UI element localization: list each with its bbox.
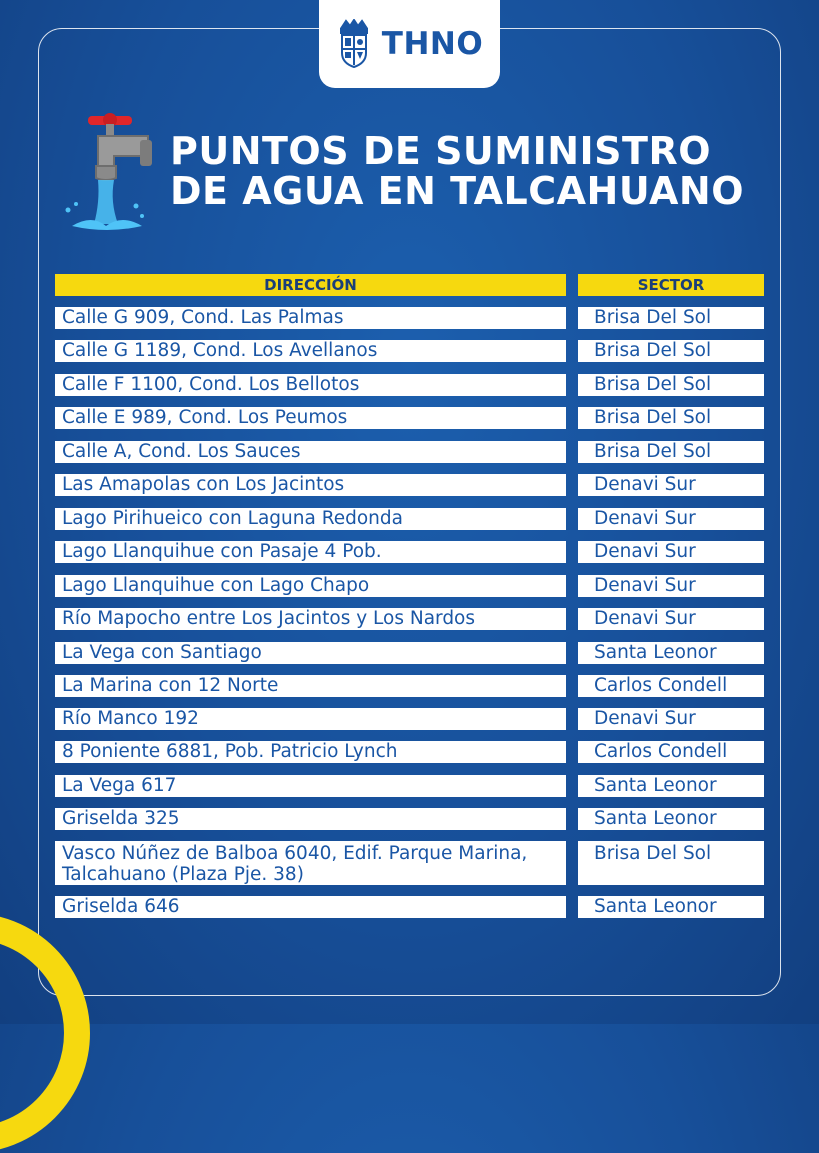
address-cell: Lago Llanquihue con Lago Chapo bbox=[55, 575, 566, 597]
sector-cell: Brisa Del Sol bbox=[578, 441, 764, 463]
sector-cell: Denavi Sur bbox=[578, 474, 764, 496]
address-cell: Calle A, Cond. Los Sauces bbox=[55, 441, 566, 463]
page-title bbox=[170, 131, 744, 211]
sector-cell: Denavi Sur bbox=[578, 508, 764, 530]
title-line-1: PUNTOS DE SUMINISTRO bbox=[170, 129, 712, 173]
faucet-icon bbox=[52, 106, 157, 236]
sector-cell: Brisa Del Sol bbox=[578, 340, 764, 362]
address-cell: Griselda 646 bbox=[55, 896, 566, 918]
sector-cell: Denavi Sur bbox=[578, 608, 764, 630]
address-cell: 8 Poniente 6881, Pob. Patricio Lynch bbox=[55, 741, 566, 763]
sector-cell: Denavi Sur bbox=[578, 708, 764, 730]
header-sector: SECTOR bbox=[578, 274, 764, 296]
sector-cell: Denavi Sur bbox=[578, 541, 764, 563]
address-cell: Río Mapocho entre Los Jacintos y Los Nardos bbox=[55, 608, 566, 630]
sector-cell: Brisa Del Sol bbox=[578, 307, 764, 329]
address-cell: Lago Llanquihue con Pasaje 4 Pob. bbox=[55, 541, 566, 563]
address-cell: Calle E 989, Cond. Los Peumos bbox=[55, 407, 566, 429]
address-cell: Río Manco 192 bbox=[55, 708, 566, 730]
sector-cell: Brisa Del Sol bbox=[578, 841, 764, 885]
title-line-2: DE AGUA EN TALCAHUANO bbox=[170, 169, 745, 213]
sector-cell: Santa Leonor bbox=[578, 896, 764, 918]
sector-cell: Carlos Condell bbox=[578, 675, 764, 697]
sector-cell: Santa Leonor bbox=[578, 775, 764, 797]
address-cell: Calle F 1100, Cond. Los Bellotos bbox=[55, 374, 566, 396]
address-cell: Vasco Núñez de Balboa 6040, Edif. Parque Marina, Talcahuano (Plaza Pje. 38) bbox=[55, 841, 566, 885]
address-cell: Calle G 1189, Cond. Los Avellanos bbox=[55, 340, 566, 362]
header-address: DIRECCIÓN bbox=[55, 274, 566, 296]
address-cell: La Marina con 12 Norte bbox=[55, 675, 566, 697]
sector-cell: Denavi Sur bbox=[578, 575, 764, 597]
sector-cell: Santa Leonor bbox=[578, 808, 764, 830]
sector-cell: Brisa Del Sol bbox=[578, 407, 764, 429]
sector-cell: Brisa Del Sol bbox=[578, 374, 764, 396]
sector-cell: Carlos Condell bbox=[578, 741, 764, 763]
address-cell: Lago Pirihueico con Laguna Redonda bbox=[55, 508, 566, 530]
coat-of-arms-icon bbox=[336, 19, 372, 69]
address-cell: La Vega 617 bbox=[55, 775, 566, 797]
address-cell: Calle G 909, Cond. Las Palmas bbox=[55, 307, 566, 329]
address-cell: Las Amapolas con Los Jacintos bbox=[55, 474, 566, 496]
address-cell: Griselda 325 bbox=[55, 808, 566, 830]
address-cell: La Vega con Santiago bbox=[55, 642, 566, 664]
sector-cell: Santa Leonor bbox=[578, 642, 764, 664]
brand-logo bbox=[319, 0, 500, 88]
brand-name: THNO bbox=[381, 26, 484, 62]
